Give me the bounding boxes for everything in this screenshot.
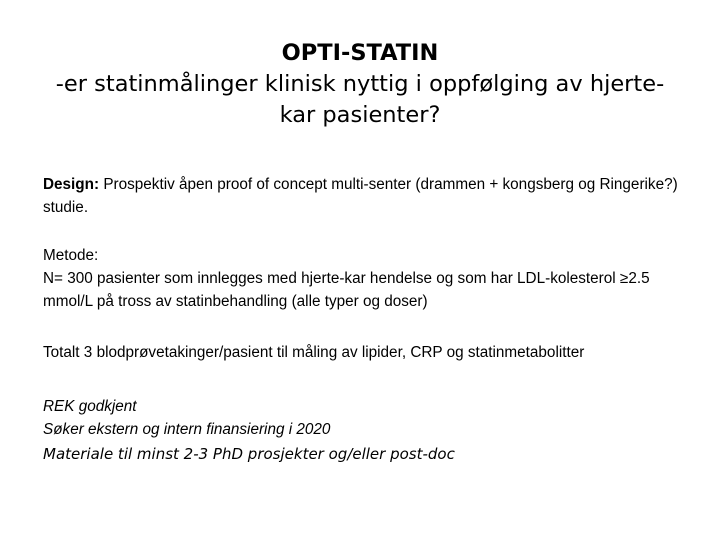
slide-title <box>40 38 680 131</box>
funding-status: Søker ekstern og intern finansiering i 2020 <box>43 421 331 438</box>
totalt-paragraph <box>43 341 683 364</box>
design-paragraph <box>43 173 683 219</box>
rek-status: REK godkjent <box>43 398 137 415</box>
design-label: Design: <box>43 176 100 193</box>
design-text: Prospektiv åpen proof of concept multi-senter (drammen + kongsberg og Ringerike?) studie. <box>43 176 678 216</box>
status-paragraph <box>43 395 683 468</box>
metode-label: Metode: <box>43 247 99 264</box>
totalt-text: Totalt 3 blodprøvetakinger/pasient til måling av lipider, CRP og statinmetabolitter <box>43 344 585 361</box>
metode-text: N= 300 pasienter som innlegges med hjerte-kar hendelse og som har LDL-kolesterol ≥2.5 mmol/L på tross av statinbehandling (alle typer og doser) <box>43 270 650 310</box>
metode-paragraph <box>43 244 683 313</box>
slide-body <box>43 173 683 468</box>
title-subheading: -er statinmålinger klinisk nyttig i oppfølging av hjerte-kar pasienter? <box>55 71 665 128</box>
materiale-note: Materiale til minst 2-3 PhD prosjekter og/eller post-doc <box>43 445 455 463</box>
title-heading: OPTI-STATIN <box>281 40 439 66</box>
